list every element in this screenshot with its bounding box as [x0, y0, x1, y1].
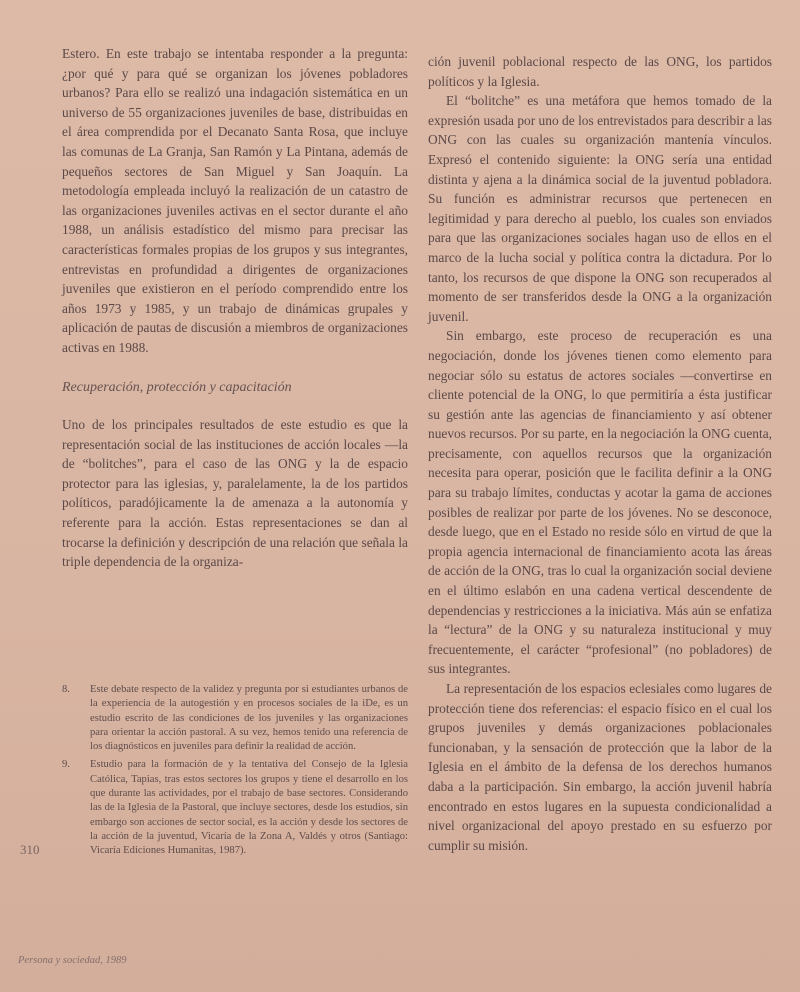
running-footer: Persona y sociedad, 1989	[18, 955, 127, 966]
page-number: 310	[20, 842, 40, 857]
footnote-9	[62, 758, 408, 858]
right-paragraph-2: El “bolitche” es una metáfora que hemos tomado de la expresión usada por uno de los entrevistados para describir a las ONG con las cuales su organización mantenía vínculos. Expresó el contenido siguiente: la ONG sería una entidad distinta y ajena a la dinámica social de la juventud pobladora. Su función es administrar recursos que pertenecen en legitimidad y para derecho al pueblo, los cuales son enviados para que las organizaciones sociales hagan uso de ellos en el marco de la lucha social y política contra la dictadura. Por lo tanto, los recursos de que dispone la ONG son recuperados al momento de ser transferidos desde la ONG a la organización juvenil.	[428, 93, 772, 324]
right-paragraph-4: La representación de los espacios eclesiales como lugares de protección tiene dos referencias: el espacio físico en el cual los grupos juveniles y demás organizaciones poblacionales funcionaban, y la sensación de protección que la labor de la Iglesia en el ámbito de la defensa de los derechos humanos daba a la participación. Sin embargo, la acción juvenil habría encontrado en estos lugares en la supuesta condicionalidad a nivel organizacional del apoyo prestado en su esfuerzo por cumplir su misión.	[428, 681, 772, 853]
footnotes	[62, 683, 408, 863]
section-heading: Recuperación, protección y capacitación	[62, 379, 292, 395]
footnote-text: Estudio para la formación de y la tentativa del Consejo de la Iglesia Católica, Tapias, tras estos sectores los grupos y tiene el desarrollo en los que durante las actividades, por el trabajo de base sectores. Considerando las de la Iglesia de la Pastoral, que incluye sectores, desde los estudios, sin embargo son acciones de sector social, es la acción y desde los sectores de la acción de la juventud, Vicaría de la Zona A, Valdés y otros (Santiago: Vicaría Ediciones Humanitas, 1987).	[90, 759, 408, 857]
left-column	[62, 44, 408, 572]
footnote-8	[62, 683, 408, 754]
footnote-text: Este debate respecto de la validez y pregunta por si estudiantes urbanos de la experiencia de la autogestión y en procesos sociales de la iDe, es un estudio escrito de las condiciones de los juveniles y las organizaciones para orientar la acción pastoral. A su vez, hemos tenido una referencia de los diagnósticos en juveniles para definir la realidad de acción.	[90, 684, 408, 753]
right-paragraph-3: Sin embargo, este proceso de recuperación es una negociación, donde los jóvenes tienen como elemento para negociar sólo su estatus de actores sociales —convertirse en cliente potencial de la ONG, lo que permitiría a ésta justificar su gestión ante las agencias de financiamiento y así obtener nuevos recursos. Por su parte, en la negociación la ONG cuenta, precisamente, con aquellos recursos que la organización necesita para operar, posición que le facilita definir a la ONG para su trabajo límites, conductas y acotar la gama de acciones posibles de realizar por parte de los jóvenes. No se desconoce, desde luego, que en el Estado no reside sólo en virtud de que la propia agencia internacional de financiamiento acota las áreas de acción de la ONG, tras lo cual la organización social deviene en el último eslabón en una cadena vertical descendente de dependencias y restricciones a la iniciativa. Más aún se enfatiza la “lectura” de la ONG y su naturaleza institucional y muy frecuentemente, el carácter “profesional” (no pobladores) de sus integrantes.	[428, 328, 772, 677]
left-paragraph-2: Uno de los principales resultados de este estudio es que la representación social de las instituciones de acción locales —la de “bolitches”, para el caso de las ONG y la de espacio protector para las iglesias, y, paralelamente, la de los partidos políticos, paradójicamente la de amenaza a la autonomía y referente para la acción. Estas representaciones se dan al trocarse la definición y descripción de una relación que señala la triple dependencia de la organiza-	[62, 417, 408, 570]
footnote-number: 8.	[62, 684, 70, 695]
right-paragraph-1: ción juvenil poblacional respecto de las ONG, los partidos políticos y la Iglesia.	[428, 54, 772, 89]
footnote-number: 9.	[62, 759, 70, 771]
right-column	[428, 52, 772, 855]
left-paragraph-1: Estero. En este trabajo se intentaba responder a la pregunta: ¿por qué y para qué se organizan los jóvenes pobladores urbanos? Para ello se realizó una indagación sistemática en un universo de 55 organizaciones juveniles de base, distribuidas en el área comprendida por el Decanato Santa Rosa, que incluye las comunas de La Granja, San Ramón y La Pintana, además de pequeños sectores de San Miguel y San Joaquín. La metodología empleada incluyó la realización de un catastro de las organizaciones juveniles activas en el sector durante el año 1988, un análisis estadístico del mismo para precisar las características formales propias de los grupos y sus integrantes, entrevistas en profundidad a dirigentes de organizaciones juveniles que existieron en el período comprendido entre los años 1973 y 1985, y un trabajo de dinámicas grupales y aplicación de pautas de discusión a miembros de organizaciones activas en 1988.	[62, 46, 408, 355]
